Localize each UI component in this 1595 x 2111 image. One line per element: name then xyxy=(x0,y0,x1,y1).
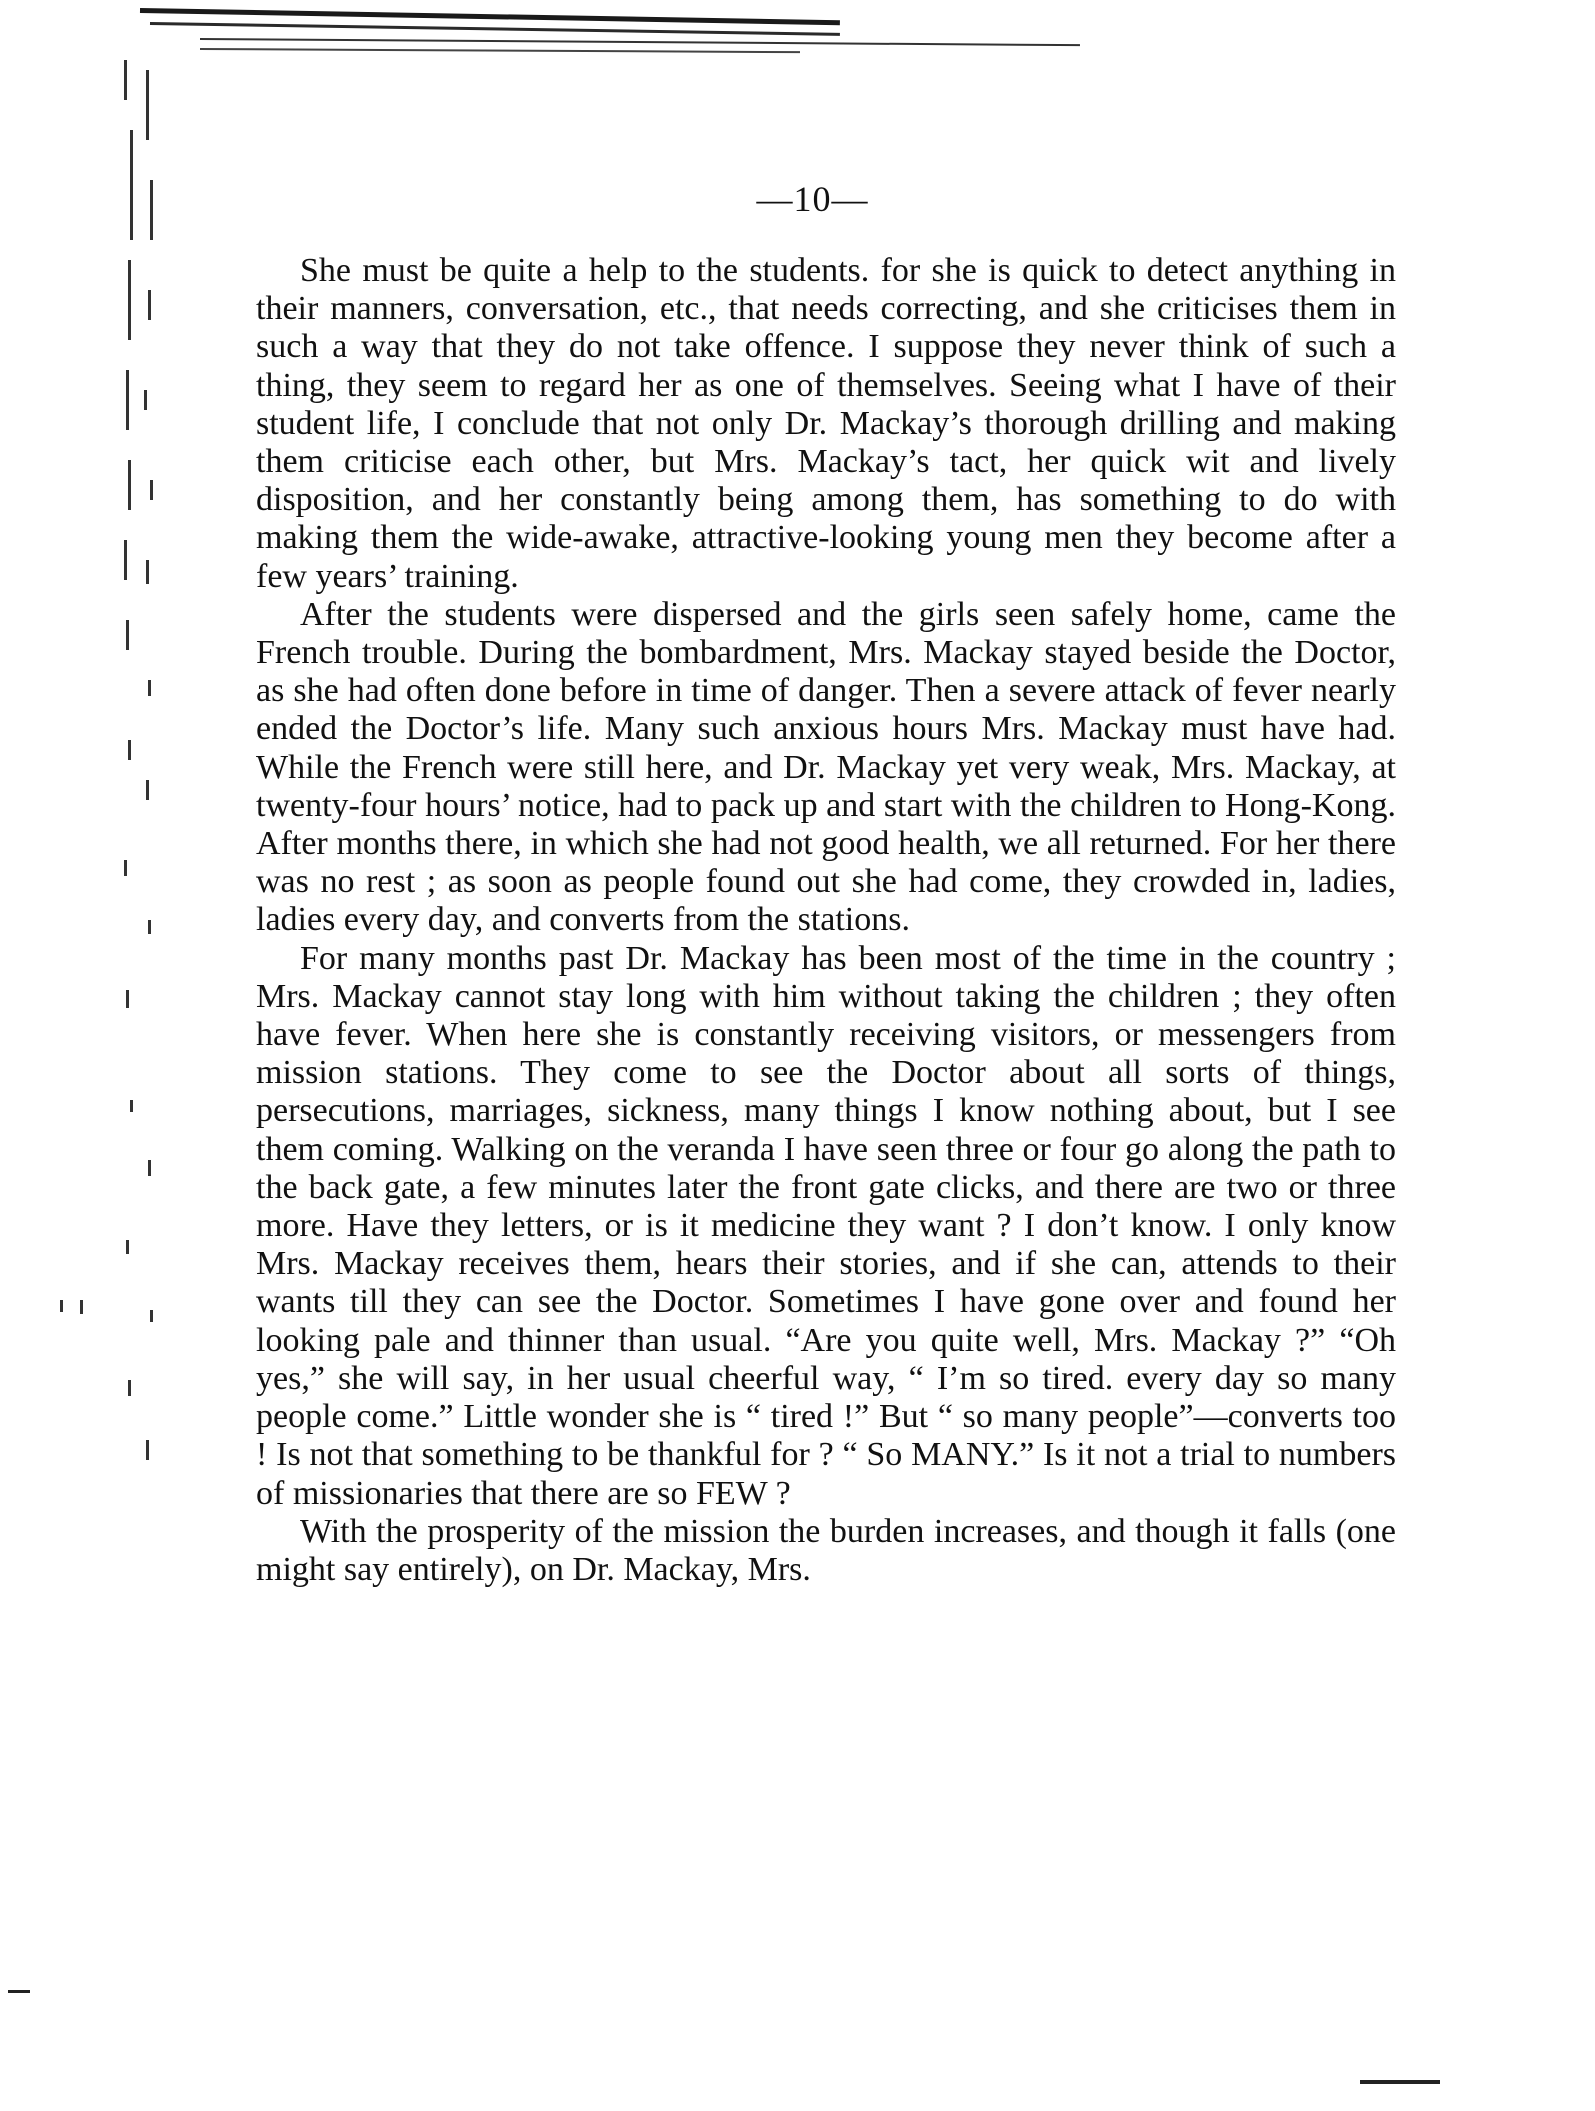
scan-mark-bottom-left xyxy=(8,1990,30,1993)
scan-mark-bottom-right xyxy=(1360,2080,1440,2084)
paragraph-2: After the students were dispersed and the girls seen safely home, came the French trouble. During the bombardment, Mrs. Mackay stayed beside the Doctor, as she had often done before in time of danger. Then a severe attack of fever nearly ended the Doctor’s life. Many such anxious hours Mrs. Mackay must have had. While the French were still here, and Dr. Mackay yet very weak, Mrs. Mackay, at twenty-four hours’ notice, had to pack up and start with the children to Hong-Kong. After months there, in which she had not good health, we all returned. For her there was no rest ; as soon as people found out she had come, they crowded in, ladies, ladies every day, and converts from the stations. xyxy=(256,595,1396,939)
page-number: —10— xyxy=(756,179,869,219)
paragraph-1: She must be quite a help to the students. for she is quick to detect anything in their manners, conversation, etc., that needs correcting, and she criticises them in such a way that they do not take offence. I suppose they never think of such a thing, they seem to regard her as one of themselves. Seeing what I have of their student life, I conclude that not only Dr. Mackay’s thorough drilling and making them criticise each other, but Mrs. Mackay’s tact, her quick wit and lively disposition, and her constantly being among them, has something to do with making them the wide-awake, attractive-looking young men they become after a few years’ training. xyxy=(256,252,1396,595)
paragraph-3: For many months past Dr. Mackay has been most of the time in the country ; Mrs. Mackay cannot stay long with him without taking the children ; they often have fever. When here she is constantly receiving visitors, or messengers from mission stations. They come to see the Doctor about all sorts of things, persecutions, marriages, sickness, many things I know nothing about, but I see them coming. Walking on the veranda I have seen three or four go along the path to the back gate, a few minutes later the front gate clicks, and there are two or three more. Have they letters, or is it medicine they want ? I don’t know. I only know Mrs. Mackay receives them, hears their stories, and if she can, attends to their wants till they can see the Doctor. Sometimes I have gone over and found her looking pale and thinner than usual. “Are you quite well, Mrs. Mackay ?” “Oh yes,” she will say, in her usual cheerful way, “ I’m so tired. every day so many people come.” Little wonder she is “ tired !” But “ so many people”—converts too ! Is not that something to be thankful for ? “ So MANY.” Is it not a trial to numbers of missionaries that there are so FEW ? xyxy=(256,939,1396,1512)
body-text xyxy=(256,252,1396,1589)
scan-edge-marks xyxy=(100,60,180,1560)
paragraph-4: With the prosperity of the mission the burden increases, and though it falls (one might say entirely), on Dr. Mackay, Mrs. xyxy=(256,1512,1396,1588)
